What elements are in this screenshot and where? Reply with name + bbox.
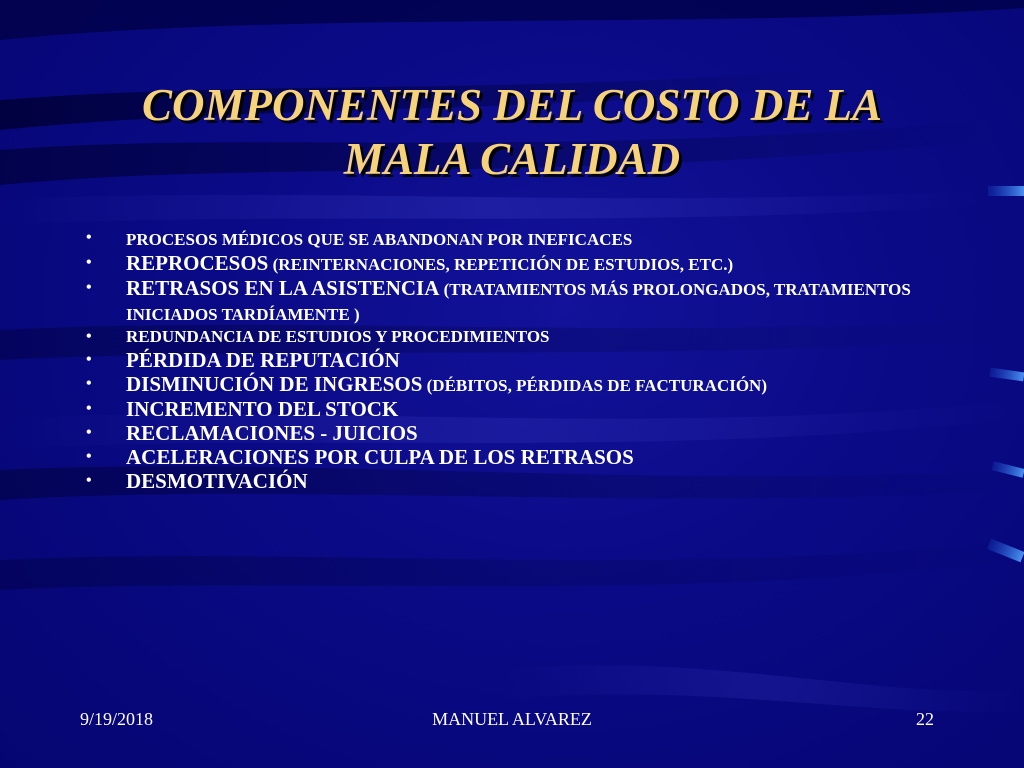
list-item [86, 445, 946, 469]
list-item [86, 397, 946, 421]
footer-author: MANUEL ALVAREZ [432, 709, 592, 729]
title-line-2: MALA CALIDAD [343, 134, 681, 184]
bullet-main-text: DESMOTIVACIÓN [126, 469, 308, 493]
bullet-main-text: RECLAMACIONES - JUICIOS [126, 421, 418, 445]
list-item [86, 251, 946, 276]
bullet-list [86, 226, 946, 493]
title-line-1: COMPONENTES DEL COSTO DE LA [141, 80, 883, 130]
list-item [86, 372, 946, 397]
bullet-icon: • [86, 229, 92, 246]
bullet-icon: • [86, 351, 92, 368]
bullet-detail-text: (TRATAMIENTOS MÁS PROLONGADOS, TRATAMIENTOS INICIADOS TARDÍAMENTE ) [126, 280, 911, 324]
list-item [86, 421, 946, 445]
bullet-main-text: REDUNDANCIA DE ESTUDIOS Y PROCEDIMIENTOS [126, 327, 550, 346]
bullet-main-text: PROCESOS MÉDICOS QUE SE ABANDONAN POR INEFICACES [126, 230, 633, 249]
list-item [86, 348, 946, 372]
bullet-icon: • [86, 424, 92, 441]
list-item [86, 276, 946, 326]
bullet-main-text: PÉRDIDA DE REPUTACIÓN [126, 348, 400, 372]
list-item [86, 469, 946, 493]
bullet-icon: • [86, 448, 92, 465]
bullet-icon: • [86, 400, 92, 417]
bullet-icon: • [86, 279, 92, 296]
bullet-main-text: ACELERACIONES POR CULPA DE LOS RETRASOS [126, 445, 634, 469]
footer-date: 9/19/2018 [80, 709, 154, 729]
footer-page-number: 22 [916, 709, 934, 729]
bullet-main-text: REPROCESOS [126, 251, 269, 275]
bullet-main-text: DISMINUCIÓN DE INGRESOS [126, 372, 423, 396]
bullet-detail-text: (DÉBITOS, PÉRDIDAS DE FACTURACIÓN) [422, 376, 767, 395]
bullet-icon: • [86, 472, 92, 489]
bullet-detail-text: (REINTERNACIONES, REPETICIÓN DE ESTUDIOS, ETC.) [268, 255, 734, 274]
bullet-main-text: INCREMENTO DEL STOCK [126, 397, 399, 421]
bullet-icon: • [86, 328, 92, 345]
list-item [86, 326, 946, 348]
slide-title [60, 78, 964, 186]
list-item [86, 226, 946, 251]
bullet-icon: • [86, 375, 92, 392]
bullet-icon: • [86, 254, 92, 271]
bullet-main-text: RETRASOS EN LA ASISTENCIA [126, 276, 440, 300]
